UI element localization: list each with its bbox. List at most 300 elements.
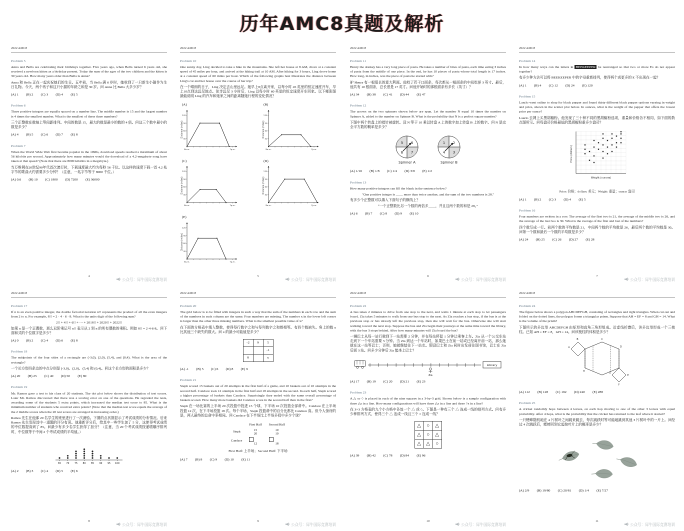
grid-row [243,347,273,355]
answer-choice: (C) 9 [209,457,218,462]
magic-grid [243,339,274,362]
svg-text:3: 3 [452,150,456,155]
page-content [177,45,339,283]
grid-cell: 5 [263,339,273,347]
answer-choices [519,197,675,202]
problem-heading: Problem 19 [11,385,28,390]
svg-text:6: 6 [410,141,414,146]
score-cell [246,436,266,446]
problem-text-zh: 在下面的方格表中填入整数，使得每行数字之和与每列数字之和都相等。有四个数缺失。角上的数 x 比其他三个缺失的数大。问 x 的最小可能值是多少？ [180,325,336,334]
megaphone-icon [285,277,290,283]
answer-choice: (B) 1/8 [369,169,380,174]
grid-row [243,354,273,362]
svg-text:120: 120 [263,171,268,174]
answer-choices [519,83,675,88]
svg-text:Spinner B: Spinner B [440,160,458,165]
svg-text:F: F [618,383,620,387]
answer-choice: (C) 4 [40,338,49,343]
answer-choice: (B) 128 [537,389,549,394]
svg-text:8a.m.: 8a.m. [184,261,190,264]
answer-choice: (B) 5 [196,366,204,371]
problem-text-en: In how many ways can the letters in BEEKEEPER be rearranged so that two or more Es do not appear together? [519,64,676,74]
problem-text-zh: 当万维网在20世纪90年代首次流行时，下载速度最大约为每秒 56 千位。以这样的速度下载一首 4.2 兆字节的歌曲大约需要多少分钟？（注意，一兆字节等于 8000 千位。） [11,165,167,174]
svg-text:8a.m.: 8a.m. [265,148,272,151]
page-number: 6 [427,273,429,278]
problem-text-zh: 有多少种方法可以将 BEEKEEPER 中的字母重新排列，使得两个或更多的 E 不出现在一起？ [519,75,660,80]
svg-text:60: 60 [183,130,186,133]
page-content [347,45,509,283]
svg-text:120: 120 [181,114,186,117]
answer-graph-option [262,101,337,156]
problem-text-zh: 有多少个正整数可以填入下面句子的横线上？ [350,198,420,203]
svg-text:60: 60 [264,186,268,189]
answer-choice: (B) 3 [25,468,34,473]
svg-text:8: 8 [400,150,404,155]
problem-text-zh: 四个数写成一行。前两个数的平均数是 21，中间两个数的平均数是 26，最后两个数的平均数是 30。问第一个数和最后一个数的平均数是多少？ [519,225,675,234]
attempts-value: 18 [275,441,279,446]
scatter-figure-wrap [519,128,675,195]
leaves-figure-wrap [519,430,675,486]
problem-text-en: The arrows on the two spinners shown below are spun. Let the number N equal 10 times the number on Spinner A, added to the number on Spinner B. What is the probability that N is a perfect square number? [350,109,506,119]
svg-text:30: 30 [264,138,268,141]
problem-heading: Problem 20 [180,303,197,308]
graph-option-label: (C) [182,158,187,163]
watermark-text: 公众号：犀牛国际竞赛培训 [122,522,167,528]
answer-choices [180,367,336,372]
answer-choice: (D) 3/8 [404,169,415,174]
grid-row [415,439,442,448]
answer-choices [11,338,167,343]
answer-choice: (A) 1 [519,197,527,202]
svg-text:30: 30 [183,194,186,197]
problem-heading: Problem 7 [11,143,26,148]
answer-choice: (C) 6 [40,132,49,137]
answer-choice: (B) 2 [25,92,34,97]
page-header: 2022 AMC8 [519,290,675,297]
page-content [8,290,170,528]
problem-text-zh: 下图所示的多边形 ABCDEFGH 由矩形和直角三角形组成。沿虚线折叠后，该多边形形成一个三棱柱。已知 AH = EF = 8，GH = 14。问该棱柱的体积是多少？ [519,325,675,334]
watermark [116,522,167,528]
answer-choice: (C) 12 [548,83,558,88]
problem-text-en: The figure below shows a polygon ABCDEFGH, consisting of rectangles and right triangles. When cut out and folded on the dotted lines, the polygon forms a triangular prism. Suppose that AH = EF = 8 and GH = 14. What is the volume of the prism? [519,309,675,324]
answer-choices [350,92,506,97]
shape-cell: ○ [424,421,433,430]
answer-choices [350,379,506,384]
svg-text:Distance (miles): Distance (miles) [180,233,184,251]
problem-text-en: The midpoints of the four sides of a rectangle are (-3,0), (2,0), (5,4), and (0,4). What is the area of the rectangle? [11,355,167,365]
problem-text-en: Four numbers are written in a row. The average of the first two is 21, the average of the middle two is 26, and the average of the last two is 30. What is the average of the first and last of the numbers? [519,214,675,224]
answer-choice: (C) 78 [383,453,393,458]
grid-cell: -1 [263,347,273,355]
watermark [455,522,506,528]
answer-choice: (B) 2 [533,197,542,202]
svg-text:7p.m.: 7p.m. [311,205,317,208]
svg-text:60: 60 [183,243,186,246]
watermark [624,277,675,283]
answer-choice: (A) 1 [11,92,19,97]
answer-choice: (D) 84 [399,453,410,458]
megaphone-icon [455,277,460,283]
shape-cell: ○ [433,439,442,448]
answer-choice: (D) 44 [399,92,410,97]
shape-cell: △ [433,430,442,439]
megaphone-icon [624,522,629,528]
answer-choices [180,458,336,463]
problem-text-zh: 在一个晴朗的日子，Ling 决定去山里远足。她早上8点离开家，以每小时 45 英里的恒定速度开车，早上10点到达远足地点。徒步远足 3 小时后，Ling 以每小时 60 英里的恒定速度开车回家。以下哪张图最能说明 Ling 的汽车和她家之间的距离随她行程的变化情况？ [180,84,336,99]
problem-heading: Problem 22 [350,303,367,308]
answer-choice: (C) 4 [40,468,49,473]
answer-choices [11,133,167,138]
svg-text:85: 85 [91,461,94,465]
baskets-value: 10 [275,428,279,432]
answer-choice: (E) 47 [416,92,426,97]
graph-plot [262,164,337,213]
row-name: Steph [232,429,241,434]
answer-choice: (D) 7200 [65,177,78,182]
problem-text-en: Mr. Ramos gave a test to his class of 20 students. The dot plot below shows the distribution of test scores. Later Mr. Ramos discovered that there was a scoring error on one of the questions. He regraded the tests, awarding some of the students 5 extra points, which increased the median test score to 85. What is the minimum number of students who received extra points? (Note that the median test score equals the average of the 2 middle scores when the 20 test scores are arranged in increasing order.) [11,391,167,414]
problem-text-zh: Steph 在一场比赛的上半场 20 次投篮中投进 15 个球，下半场 10 次投篮全部命中。Candace 在上半场投篮 12 次，在下半场投篮 18 次。每个半场，Steph 投篮命中的百分比都比 Candace 高。但令人惊讶的是，两人最终的总命中率相同。问 Candace 在下半场比上半场多投中多少个球？ [180,404,336,418]
answer-choice: (C) 20/81 [557,488,572,493]
svg-text:Distance (miles): Distance (miles) [180,120,184,139]
document-page [516,45,678,283]
problem-text-en: How many positive integers can fill the blank in the sentence below? [350,186,447,191]
megaphone-icon [116,522,121,528]
answer-choice: (A) 39 [350,453,360,458]
svg-text:30: 30 [183,138,186,141]
svg-text:B: B [576,337,579,341]
svg-text:7p.m.: 7p.m. [229,205,236,208]
megaphone-icon [455,522,460,528]
svg-text:120: 120 [263,114,268,117]
watermark [624,522,675,528]
page-content [347,290,509,528]
grid-cell: -2 [243,339,253,347]
svg-text:5: 5 [400,141,404,146]
svg-text:7p.m.: 7p.m. [229,148,236,151]
graph-plot [180,220,255,269]
graph-plot [262,107,337,156]
answer-graphs [180,101,336,269]
problem-text-zh-quote: “一个正整数比另一个数的两倍多____，并且这两个数的和是 28。” [377,203,479,208]
answer-choice: (C) 20 [383,379,393,384]
svg-text:Price (dollars): Price (dollars) [570,145,573,163]
leaves-figure [555,430,640,486]
halftable-figure-wrap [180,421,336,455]
answer-choice: (A) 1 [519,83,527,88]
triangle-circle-grid [414,421,442,449]
problem-text-zh: 三个正整数在数轴上等间距排列。中间的数是 15，最大的数是最小的数的 4 倍。问这三个数中最小的数是多少？ [11,120,167,130]
answer-choice: (E) 288 [592,389,604,394]
answer-choice: (E) 5 [70,92,78,97]
watermark [116,277,167,283]
answer-choice: (A) 17 [350,379,360,384]
svg-text:Distance (miles): Distance (miles) [262,176,265,195]
answer-choice: (D) 9 [394,211,403,216]
answer-choice: (B) 38 [366,92,376,97]
svg-text:30: 30 [264,194,268,197]
page-header: 2022 AMC8 [519,45,675,52]
problem-text-zh: Anna 和 Bella 正在一起庆祝她们的生日。五年前，当 Bella 满 6 岁时，她收到了一只新生小猫作为生日礼物。今天，两个孩子和这只小猫的年龄之和是 30 岁。问 Anna 比 Bella 大多少岁？ [11,80,167,89]
answer-graph-option [180,101,255,156]
table-row [228,428,289,436]
svg-text:90: 90 [183,235,186,238]
watermark-text: 公众号：犀牛国际竞赛培训 [291,277,336,283]
scatter-caption: Price: 价格；dollars: 美元；Weight: 重量；ounce: 盎司 [559,190,635,194]
problem-heading: Problem 6 [11,103,26,108]
svg-text:G: G [609,371,611,375]
prism-net-figure [564,337,630,387]
answer-choices [519,489,675,494]
problem-text-en: Steph scored 15 baskets out of 20 attempts in the first half of a game, and 10 baskets out of 10 attempts in the second half. Candace took 12 attempts in the first half and 18 attempts in the second. In each half, Steph scored a higher percentage of baskets than Candace. Surprisingly they ended with the same overall percentage of baskets scored. How many more baskets did Candace score in the second half than in the first? [180,384,336,403]
answer-graph-option [180,157,255,212]
answer-choice: (E) 1/2 [422,169,433,174]
answer-choice: (B) 8 [194,457,203,462]
svg-text:30: 30 [183,250,186,253]
svg-text:D: D [620,345,622,349]
page-content [516,45,678,283]
answer-choice: (B) 42 [366,453,376,458]
graph-option-label: (B) [263,102,269,107]
answer-choice: (E) 10 [409,211,419,216]
page-header: 2022 AMC8 [350,45,506,52]
answer-choice: (A) 6 [350,211,358,216]
problem-text-zh: 下图中两个转盘上的指针被旋转。设 N 等于 10 乘以转盘 A 上的数字加上转盘 B 上的数字。问 N 是完全平方数的概率是多少？ [350,120,506,130]
answer-choice: (B) 7 [364,211,373,216]
attempts-value: 10 [275,432,279,436]
bus-route-figure [353,355,503,376]
numberline-figure-wrap [350,355,506,376]
watermark-text: 公众号：犀牛国际竞赛培训 [461,522,506,528]
grid-cell [243,347,253,355]
score-cell [265,436,288,446]
megaphone-icon [116,277,121,283]
problem-text-en: Anna and Bella are celebrating their birthdays together. Five years ago, when Bella turned 6 years old, she received a newborn kitten as a birthday present. Today the sum of the ages of the two children and the kitten is 30 years old. How many years older than Bella is Anna? [11,64,167,79]
answer-choices [350,211,506,216]
problem-text-zh: 一只蟋蟀随机地在 4 片树叶之间跳来跳去，每次跳跃时等可能地跳到其他 3 片树叶中的一片上。问经过 4 次跳跃后，蟋蟀回到它起始叶片上的概率是多少？ [519,417,675,427]
svg-text:90: 90 [264,178,268,181]
svg-text:90: 90 [264,122,268,125]
problem-heading: Problem 12 [350,103,367,108]
answer-choice: (B) 19/80 [536,488,551,493]
spinners-figure [383,132,473,166]
shape-cell: △ [424,439,433,448]
answer-choice: (B) 5 [25,132,34,137]
answer-choice: (A) 2/9 [519,488,530,493]
graph-plot [180,164,255,213]
answer-choice: (E) 120 [582,83,593,88]
answer-choice: (A) 34 [350,92,360,97]
watermark-text: 公众号：犀牛国际竞赛培训 [630,522,675,528]
grid-cell [253,354,263,362]
distance-graph [262,164,322,212]
problem-text-en: Three positive integers are equally spaced on a number line. The middle number is 15 and the largest number is 4 times the smallest number. What is the smallest of these three numbers? [11,109,167,119]
problem-text-en: A △ or ○ is placed in each of the nine squares in a 3-by-3 grid. Shown below is a sample configuration with three △s in a line. How many configurations will have three △s in a line and three ○s in a line? [350,396,506,406]
page-number: 9 [257,518,259,523]
problem-heading: Problem 13 [350,180,367,185]
answer-choice: (D) 240 [573,389,585,394]
grid-cell [253,347,263,355]
answer-graph-option [180,214,255,269]
problem-heading: Problem 17 [11,303,28,308]
answer-choice: (D) 50 [60,374,71,379]
svg-text:Weight (ounces): Weight (ounces) [590,176,612,180]
svg-text:Spinner A: Spinner A [398,160,416,165]
svg-text:4: 4 [442,150,446,155]
answer-choice: (E) 80 [77,374,87,379]
answer-choice: (A) -1 [180,366,189,371]
svg-text:95: 95 [107,461,111,465]
problem-text-zh: 驴 Henry 有一根很长的意大利面。他咬了若干口面条，每次都从一根面条的中间吃掉 3 英寸。最后，他共有 10 根面条，总长度是 17 英寸。问他开始时的那根面条有多长（英寸）？ [350,80,506,89]
answer-choice: (A) 24 [519,237,529,242]
grid-row [415,421,442,430]
shape-cell: △ [433,421,442,430]
problem-heading: Problem 25 [519,401,536,406]
svg-text:120: 120 [181,171,186,174]
svg-text:70: 70 [66,461,70,465]
shape-cell: ○ [424,430,433,439]
answer-choices [11,178,167,183]
document-page [516,290,678,528]
answer-choice: (C) 41 [383,92,393,97]
row-name: Candace [231,439,243,443]
document-page [347,290,509,528]
problem-heading: Problem 24 [519,303,536,308]
watermark [285,277,336,283]
baskets-table [228,423,289,446]
megaphone-icon [624,277,629,283]
problem-heading: Problem 21 [180,378,197,383]
answer-choice: (B) 25 [535,237,545,242]
svg-text:2: 2 [452,141,456,146]
page-number: 11 [595,518,599,523]
answer-choice: (E) 8 [70,132,78,137]
svg-text:60: 60 [264,130,268,133]
problem-text-zh: 一辆巴士从每一站行驶到下一站需要 2 分钟，并在每站停留 1 分钟让乘客上车。Zia 从一个公交车站走到下一个车站需要 5 分钟。当 Zia 到达一个车站时，如果巴士在前一站或已经离开前一站，那么她就在这一站等巴士；否则，她就继续往下一站走。假设巴士和 Zia 同时出发前往图书馆，巴士在 Zia 后面 3 站。问多少分钟后 Zia 能坐上巴士？ [350,334,506,353]
baskets-value: 15 [253,428,258,432]
watermark-text: 公众号：犀牛国际竞赛培训 [630,277,675,283]
page-header: 2022 AMC8 [180,45,336,52]
answer-choices [350,454,506,459]
document-page [177,290,339,528]
shape-cell: △ [415,430,424,439]
column-header: First Half [249,423,262,427]
halftable-caption: First Half: 上半场；Second Half: 下半场 [228,449,288,454]
svg-text:H: H [583,369,585,373]
problem-text-en: A cricket randomly hops between 4 leaves, on each hop moving to one of the other 3 leaves with equal probability. After 4 hops, what is the probability that the cricket has returned to the leaf where it started? [519,407,675,416]
svg-text:Distance (miles): Distance (miles) [262,120,265,139]
graph-option-label: (E) [182,215,187,220]
problem-text-en: Laszlo went online to shop for black pepper and found thirty different black pepper options varying in weight and price, shown in the scatter plot below. In ounces, what is the weight of the pepper that offers the lowest price per ounce? [519,100,675,114]
answer-choice: (B) 4 [533,83,542,88]
answer-choice: (E) 28 [585,237,595,242]
answer-choice: (C) 6 [210,366,219,371]
problem-heading: Problem 5 [11,58,26,63]
answer-choice: (D) 8 [225,366,234,371]
answer-choice: (C) 1800 [45,177,58,182]
svg-text:8a.m.: 8a.m. [184,148,190,151]
answer-choice: (D) 27 [568,237,579,242]
numgrid-figure-wrap [180,337,336,364]
problem-text-en: The grid below is to be filled with integers in such a way that the sum of the numbers in each row and the sum of the numbers in each column are the same. Four numbers are missing. The number x in the lower left corner is larger than the other three missing numbers. What is the smallest possible value of x? [180,309,336,324]
answer-choice: (A) 7 [180,457,188,462]
answer-choices [11,374,167,379]
prismnet-figure-wrap [519,337,675,387]
svg-text:65: 65 [58,461,61,465]
answer-choice: (D) 24 [565,83,575,88]
problem-heading: Problem 10 [180,58,197,63]
document-page [8,290,170,528]
answer-choice: (C) 3 [548,197,557,202]
grid-row [415,430,442,439]
problem-text-en: When the World Wide Web first became popular in the 1990s, download speeds reached a maximum of about 56 kilobits per second. Approximately how many minutes would the download of a 4.2-megabyte song have taken at that speed? (Note that there are 8000 kilobits in a megabyte.) [11,149,167,164]
svg-text:60: 60 [183,186,186,189]
answer-choice: (A) 20 [11,374,21,379]
svg-text:Zia: Zia [428,373,433,377]
problem-text-zh: Ramos 先生在他那 20 名学生的班里进行了一次测验。下图的点状图显示了考试成绩的分布情况。后来 Ramos 先生发现其中一道题的评分有误。他重新评分后，给其中一些学生加了 5 分，这使得考试成绩的中位数提高到了 85。问最少有多少名学生获得了加分？（注意，当 20 个考试成绩按递增顺序排列时，中位数等于中间 2 个考试成绩的平均值。） [11,415,167,434]
document-page [8,45,170,283]
answer-choice: (A) 0 [11,338,19,343]
answer-choice: (D) 7 [55,132,64,137]
answer-choice: (E) 36000 [85,177,100,182]
graph-plot [180,107,255,156]
page-header: 2022 AMC8 [180,290,336,297]
page-title: 历年AMC8真题及解析 [239,13,445,35]
megaphone-icon [285,522,290,528]
answer-choice: (C) 26 [552,237,562,242]
grid-row [243,339,273,347]
page-number: 4 [88,273,90,278]
problem-heading: Problem 16 [519,208,536,213]
svg-text:7: 7 [410,150,414,155]
page-number: 7 [596,273,598,278]
svg-text:80: 80 [82,461,86,465]
page-header: 2022 AMC8 [11,290,167,297]
answer-choice: (E) 9 [240,366,248,371]
svg-text:Distance (miles): Distance (miles) [180,176,184,195]
svg-text:Library: Library [486,362,498,367]
page-content [8,45,170,283]
watermark [285,522,336,528]
spinners-figure-wrap [350,132,506,166]
answer-choice: (E) 5 [578,197,586,202]
shapegrid-figure-wrap [350,419,506,451]
answer-choice: (B) 10 [28,177,38,182]
answer-choice: (C) 8 [379,211,388,216]
answer-choices [519,238,675,243]
svg-text:90: 90 [99,461,103,465]
answer-choice: (A) 1/16 [350,169,362,174]
svg-text:7p.m.: 7p.m. [311,148,317,151]
svg-text:C: C [601,337,603,341]
answer-choice: (A) 2 [11,468,19,473]
shape-cell: △ [415,421,424,430]
distance-graph [180,220,240,268]
svg-text:A: A [568,345,570,349]
svg-text:1: 1 [442,141,446,146]
score-cell [265,428,288,436]
answer-choices [11,469,167,474]
problem-text-en: Henry the donkey has a very long piece of pasta. He takes a number of bites of pasta, each time eating 3 inches of pasta from the middle of one piece. In the end, he has 10 pieces of pasta whose total length is 17 inches. How long, in inches, was the piece of pasta he started with? [350,64,506,79]
dot-plot [52,437,127,466]
watermark-text: 公众号：犀牛国际竞赛培训 [122,277,167,283]
svg-text:E: E [627,373,629,377]
scatter-plot [564,128,630,189]
problem-text-en: A bus takes 2 minutes to drive from one stop to the next, and waits 1 minute at each stop to let passengers board. Zia takes 5 minutes to walk from one bus stop to the next. As Zia reaches a bus stop, if the bus is at the previous stop or has already left the previous stop, then she will wait for the bus. Otherwise she will start walking toward the next stop. Suppose the bus and Zia begin their journeys at the same time toward the library, with the bus 3 stops behind. After how many minutes will Zia board the bus? [350,309,506,333]
answer-choice: (D) 4 [55,92,64,97]
grid-cell: 9 [253,339,263,347]
document-page [347,45,509,283]
answer-choice: (D) 4 [563,197,572,202]
